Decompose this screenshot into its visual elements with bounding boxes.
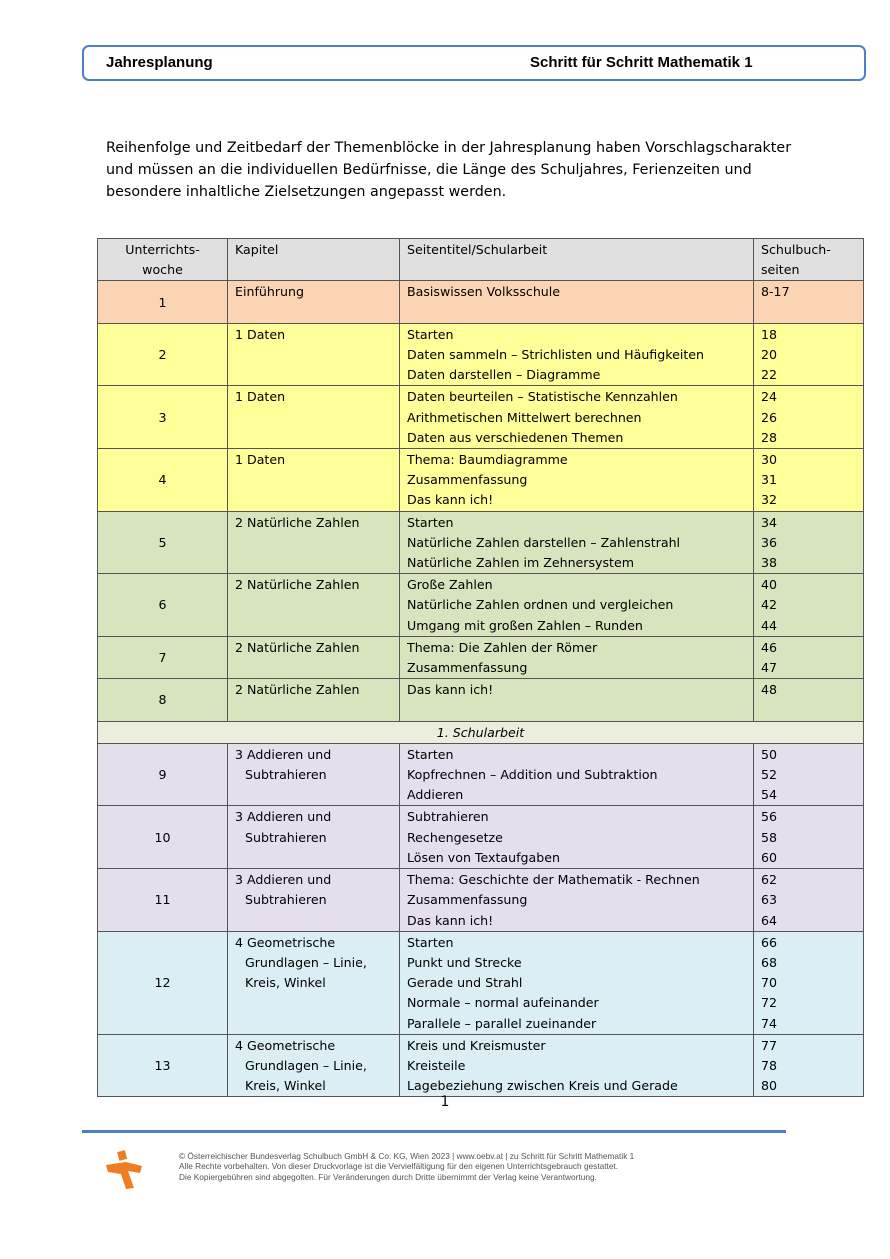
chapter-line: Subtrahieren: [245, 767, 327, 783]
title-cell: [400, 636, 754, 678]
title-cell: [400, 511, 754, 574]
pages-cell: [754, 806, 864, 869]
page-title-line: Zusammenfassung: [407, 472, 528, 488]
page-number-line: 47: [761, 660, 778, 676]
page-title-line: Thema: Geschichte der Mathematik - Rechnen: [407, 872, 700, 888]
publisher-logo-icon: [104, 1150, 144, 1190]
chapter-cell: [228, 574, 400, 637]
book-title: Schritt für Schritt Mathematik 1: [530, 54, 753, 71]
page-number-line: 62: [761, 872, 778, 888]
chapter-cell: [228, 386, 400, 449]
table-row: [98, 679, 864, 721]
pages-cell: [754, 449, 864, 512]
table-row: [98, 869, 864, 932]
week-cell: 4: [98, 449, 228, 512]
table-row: [98, 636, 864, 678]
footer-line-1: © Österreichischer Bundesverlag Schulbuch GmbH & Co. KG, Wien 2023 | www.oebv.at | zu Schritt für Schritt Mathematik 1: [179, 1151, 635, 1161]
header-title: Seitentitel/Schularbeit: [400, 239, 754, 281]
week-cell: 3: [98, 386, 228, 449]
pages-cell: [754, 636, 864, 678]
header-title: Jahresplanung: [106, 54, 213, 71]
chapter-cell: [228, 743, 400, 806]
page-number-line: 80: [761, 1078, 778, 1094]
table-row: [98, 511, 864, 574]
page-number-line: 74: [761, 1015, 778, 1031]
page-title-line: Daten darstellen – Diagramme: [407, 367, 601, 383]
week-cell: 9: [98, 743, 228, 806]
page-title-line: Gerade und Strahl: [407, 975, 523, 991]
page-title-line: Natürliche Zahlen im Zehnersystem: [407, 555, 635, 571]
title-cell: [400, 931, 754, 1034]
table-row: [98, 323, 864, 386]
schularbeit-row: [98, 721, 864, 743]
page-number-line: 78: [761, 1057, 778, 1073]
chapter-line: 1 Daten: [235, 326, 286, 342]
pages-cell: [754, 511, 864, 574]
title-cell: [400, 1034, 754, 1097]
page-number-line: 34: [761, 514, 778, 530]
page-title-line: Umgang mit großen Zahlen – Runden: [407, 617, 643, 633]
page-title-line: Zusammenfassung: [407, 892, 528, 908]
title-cell: [400, 281, 754, 323]
chapter-line: Kreis, Winkel: [245, 975, 326, 991]
pages-cell: [754, 679, 864, 721]
week-cell: 5: [98, 511, 228, 574]
pages-cell: [754, 281, 864, 323]
page-number-line: 64: [761, 912, 778, 928]
chapter-line: Subtrahieren: [245, 829, 327, 845]
title-cell: [400, 574, 754, 637]
page-number-line: 30: [761, 452, 778, 468]
week-cell: 7: [98, 636, 228, 678]
page-title-line: Lagebeziehung zwischen Kreis und Gerade: [407, 1078, 678, 1094]
week-cell: 11: [98, 869, 228, 932]
page-title-line: Lösen von Textaufgaben: [407, 849, 560, 865]
chapter-line: 2 Natürliche Zahlen: [235, 577, 360, 593]
page-number-line: 66: [761, 934, 778, 950]
page-title-line: Natürliche Zahlen darstellen – Zahlenstrahl: [407, 534, 681, 550]
footer-line-3: Die Kopiergebühren sind abgegolten. Für Veränderungen durch Dritte übernimmt der Verlag keine Verantwortung.: [179, 1171, 597, 1182]
page-title-line: Addieren: [407, 787, 464, 803]
page-number-line: 68: [761, 954, 778, 970]
week-cell: 2: [98, 323, 228, 386]
table-row: [98, 386, 864, 449]
page-number-line: 18: [761, 326, 778, 342]
page-number-line: 24: [761, 389, 778, 405]
page-number-line: 31: [761, 472, 778, 488]
page-number-line: 36: [761, 534, 778, 550]
table-row: [98, 806, 864, 869]
page-number-line: 60: [761, 849, 778, 865]
page-number-line: 44: [761, 617, 778, 633]
intro-paragraph: Reihenfolge und Zeitbedarf der Themenblöcke in der Jahresplanung haben Vorschlagscharakter und müssen an die individuellen Bedürfnisse, die Länge des Schuljahres, Ferienzeiten und besondere inhaltliche Zielsetzungen angepasst werden.: [106, 140, 792, 200]
chapter-line: 4 Geometrische: [235, 934, 336, 950]
chapter-cell: [228, 636, 400, 678]
page-number-line: 70: [761, 975, 778, 991]
header-pages: [754, 239, 864, 281]
page-title-line: Kopfrechnen – Addition und Subtraktion: [407, 767, 658, 783]
header-week-line2: woche: [142, 262, 183, 278]
chapter-line: Kreis, Winkel: [245, 1078, 326, 1094]
pages-cell: [754, 323, 864, 386]
chapter-line: 1 Daten: [235, 452, 286, 468]
week-cell: 8: [98, 679, 228, 721]
page-title-line: Starten: [407, 934, 454, 950]
page-title-line: Arithmetischen Mittelwert berechnen: [407, 409, 642, 425]
page-number-line: 54: [761, 787, 778, 803]
pages-cell: [754, 869, 864, 932]
page-title-line: Starten: [407, 514, 454, 530]
page-title-line: Kreisteile: [407, 1057, 466, 1073]
header-pages-line1: Schulbuch-: [761, 242, 831, 257]
page-title-line: Das kann ich!: [407, 492, 494, 508]
page-number-line: 72: [761, 995, 778, 1011]
title-cell: [400, 679, 754, 721]
week-cell: 12: [98, 931, 228, 1034]
chapter-cell: [228, 806, 400, 869]
page-number-line: 58: [761, 829, 778, 845]
table-body: [98, 281, 864, 1097]
chapter-cell: [228, 511, 400, 574]
plan-table: [97, 238, 864, 1097]
page-title-line: Große Zahlen: [407, 577, 493, 593]
footer-line-2: Alle Rechte vorbehalten. Von dieser Druckvorlage ist die Vervielfältigung für den eigenen Unterrichtsgebrauch gestattet.: [179, 1161, 619, 1172]
page-number-line: 26: [761, 409, 778, 425]
title-cell: [400, 323, 754, 386]
table-header-row: [98, 239, 864, 281]
header-week-line1: Unterrichts-: [125, 242, 200, 257]
page-number-line: 56: [761, 809, 778, 825]
title-cell: [400, 869, 754, 932]
page-number-line: 8-17: [761, 284, 790, 300]
page-title-line: Zusammenfassung: [407, 660, 528, 676]
page-title-line: Daten aus verschiedenen Themen: [407, 429, 624, 445]
chapter-line: 4 Geometrische: [235, 1037, 336, 1053]
page-number-line: 46: [761, 639, 778, 655]
pages-cell: [754, 386, 864, 449]
chapter-cell: [228, 323, 400, 386]
week-cell: 6: [98, 574, 228, 637]
table-row: [98, 449, 864, 512]
title-cell: [400, 449, 754, 512]
page-title-line: Natürliche Zahlen ordnen und vergleichen: [407, 597, 674, 613]
page-title-line: Starten: [407, 746, 454, 762]
header-pages-line2: seiten: [761, 262, 800, 278]
page-number-line: 20: [761, 347, 778, 363]
page-number-line: 77: [761, 1037, 778, 1053]
page-number-line: 40: [761, 577, 778, 593]
table-row: [98, 281, 864, 323]
page-title-line: Daten sammeln – Strichlisten und Häufigkeiten: [407, 347, 704, 363]
week-cell: 13: [98, 1034, 228, 1097]
chapter-line: 3 Addieren und: [235, 809, 332, 825]
page-title-line: Kreis und Kreismuster: [407, 1037, 546, 1053]
page-title-line: Daten beurteilen – Statistische Kennzahlen: [407, 389, 678, 405]
chapter-line: 3 Addieren und: [235, 746, 332, 762]
chapter-line: 3 Addieren und: [235, 872, 332, 888]
header-chapter: Kapitel: [228, 239, 400, 281]
chapter-line: Subtrahieren: [245, 892, 327, 908]
page-number-line: 52: [761, 767, 778, 783]
page-title-line: Basiswissen Volksschule: [407, 284, 561, 300]
chapter-line: 2 Natürliche Zahlen: [235, 639, 360, 655]
page-number: 1: [440, 1094, 450, 1110]
chapter-cell: [228, 931, 400, 1034]
page-title-line: Parallele – parallel zueinander: [407, 1015, 597, 1031]
week-cell: 10: [98, 806, 228, 869]
chapter-cell: [228, 679, 400, 721]
page-number-line: 38: [761, 555, 778, 571]
footer-copyright: [179, 1151, 634, 1182]
page-title-line: Starten: [407, 326, 454, 342]
schularbeit-label: 1. Schularbeit: [98, 721, 864, 743]
footer-divider: [82, 1130, 786, 1133]
table-row: [98, 743, 864, 806]
pages-cell: [754, 1034, 864, 1097]
pages-cell: [754, 931, 864, 1034]
table-row: [98, 931, 864, 1034]
week-cell: 1: [98, 281, 228, 323]
chapter-line: Grundlagen – Linie,: [245, 954, 367, 970]
pages-cell: [754, 574, 864, 637]
page-title-line: Normale – normal aufeinander: [407, 995, 599, 1011]
page-number-line: 48: [761, 682, 778, 698]
chapter-line: Grundlagen – Linie,: [245, 1057, 367, 1073]
page-number-line: 28: [761, 429, 778, 445]
page-title-line: Punkt und Strecke: [407, 954, 522, 970]
pages-cell: [754, 743, 864, 806]
header-week: [98, 239, 228, 281]
page-title-line: Das kann ich!: [407, 912, 494, 928]
page-number-line: 50: [761, 746, 778, 762]
page-title-line: Subtrahieren: [407, 809, 489, 825]
page-number-line: 63: [761, 892, 778, 908]
title-cell: [400, 386, 754, 449]
table-row: [98, 574, 864, 637]
page-number-line: 32: [761, 492, 778, 508]
chapter-cell: [228, 281, 400, 323]
chapter-line: 2 Natürliche Zahlen: [235, 682, 360, 698]
page-title-line: Thema: Die Zahlen der Römer: [407, 639, 598, 655]
table-row: [98, 1034, 864, 1097]
page-number-line: 22: [761, 367, 778, 383]
chapter-line: Einführung: [235, 284, 304, 300]
chapter-cell: [228, 449, 400, 512]
chapter-line: 2 Natürliche Zahlen: [235, 514, 360, 530]
title-cell: [400, 743, 754, 806]
page-title-line: Das kann ich!: [407, 682, 494, 698]
page-title-line: Rechengesetze: [407, 829, 503, 845]
page-number-line: 42: [761, 597, 778, 613]
title-cell: [400, 806, 754, 869]
chapter-line: 1 Daten: [235, 389, 286, 405]
page-title-line: Thema: Baumdiagramme: [407, 452, 568, 468]
chapter-cell: [228, 1034, 400, 1097]
chapter-cell: [228, 869, 400, 932]
